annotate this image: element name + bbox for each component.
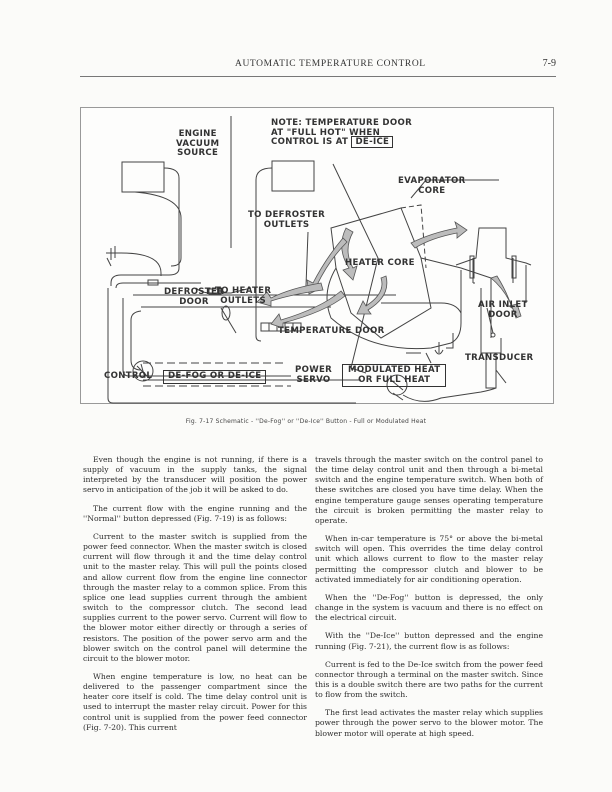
page-header (80, 57, 556, 77)
label-engine-vacuum-source: ENGINE VACUUM SOURCE (176, 129, 220, 158)
paragraph: Current to the master switch is supplied from the power feed connector. When the master switch is closed current will flow through it and the time delay control unit to the master relay. This will pull the points closed and allow current flow from the engine line connector through the master relay to a common splice. From this splice one lead supplies current through the ambient switch to the compressor clutch. The second lead supplies current to the power servo. Current will flow to the blower motor either directly or through a series of resistors. The position of the power servo arm and the blower switch on the control panel will determine the circuit to the blower motor. (83, 531, 307, 663)
paragraph: The first lead activates the master relay which supplies power through the power servo to the blower motor. The blower motor will operate at high speed. (315, 708, 543, 738)
paragraph: With the ''De-Ice'' button depressed and the engine running (Fig. 7-21), the current flow is as follows: (315, 631, 543, 651)
label-power-servo: POWER SERVO (295, 365, 333, 385)
paragraph: When in-car temperature is 75° or above the bi-metal switch will open. This overrides the time delay control unit which allows current to flow to the master relay permitting the compressor clutch and blower to be activated immediately for air conditioning operation. (315, 534, 543, 584)
vacuum-source-box (122, 162, 164, 192)
label-defroster-door: DEFROSTER DOOR (164, 287, 225, 307)
figure-caption: Fig. 7-17 Schematic - ''De-Fog'' or ''De-Ice'' Button - Full or Modulated Heat (185, 418, 427, 425)
paragraph: When the ''De-Fog'' button is depressed, the only change in the system is vacuum and there is no effect on the electrical circuit. (315, 592, 543, 623)
note-de-ice-box: DE-ICE (351, 136, 393, 148)
paragraph: When engine temperature is low, no heat can be delivered to the passenger compartment since the heater core itself is cold. The time delay control unit is used to interrupt the master relay circuit. Power for this control unit is supplied from the power feed connector (Fig. 7-20). This current (83, 671, 307, 732)
servo-modulated-heat-box: MODULATED HEAT OR FULL HEAT (342, 364, 446, 387)
label-heater-core: HEATER CORE (345, 258, 415, 268)
page-number: 7-9 (542, 58, 556, 69)
label-control: CONTROL (104, 371, 153, 381)
running-header-title: AUTOMATIC TEMPERATURE CONTROL (235, 59, 426, 69)
label-to-heater-outlets: TO HEATER OUTLETS (215, 286, 272, 306)
paragraph: Current is fed to the De-Ice switch from the power feed connector through a terminal on the master switch. Since this is a double switch there are two paths for the current to flow from the switch. (315, 659, 543, 700)
label-air-inlet-door: AIR INLET DOOR (478, 300, 528, 320)
label-temperature-door-note: NOTE: TEMPERATURE DOOR AT "FULL HOT" WHEN CONTROL IS AT DE-ICE (271, 118, 412, 147)
paragraph: The current flow with the engine running and the ''Normal'' button depressed (Fig. 7-19) is as follows: (83, 503, 307, 523)
label-temperature-door: TEMPERATURE DOOR (278, 326, 385, 336)
label-evaporator-core: EVAPORATOR CORE (398, 176, 466, 196)
schematic-figure (80, 107, 554, 404)
left-text-column (83, 455, 307, 741)
label-to-defroster-outlets: TO DEFROSTER OUTLETS (248, 210, 326, 230)
paragraph: Even though the engine is not running, if there is a supply of vacuum in the supply tanks, the signal interpreted by the transducer will position the power servo in anticipation of the job it will be asked to do. (83, 455, 307, 495)
label-transducer: TRANSDUCER (465, 353, 534, 363)
control-de-fog-de-ice-box: DE-FOG OR DE-ICE (163, 370, 266, 384)
paragraph: travels through the master switch on the control panel to the time delay control unit and then through a bi-metal switch and the engine temperature switch. When both of these switches are closed you have time delay. When the engine temperature gauge senses operating temperature the circuit is broken permitting the master relay to operate. (315, 455, 543, 525)
right-text-column (315, 455, 543, 747)
vacuum-tank-box (272, 161, 314, 191)
